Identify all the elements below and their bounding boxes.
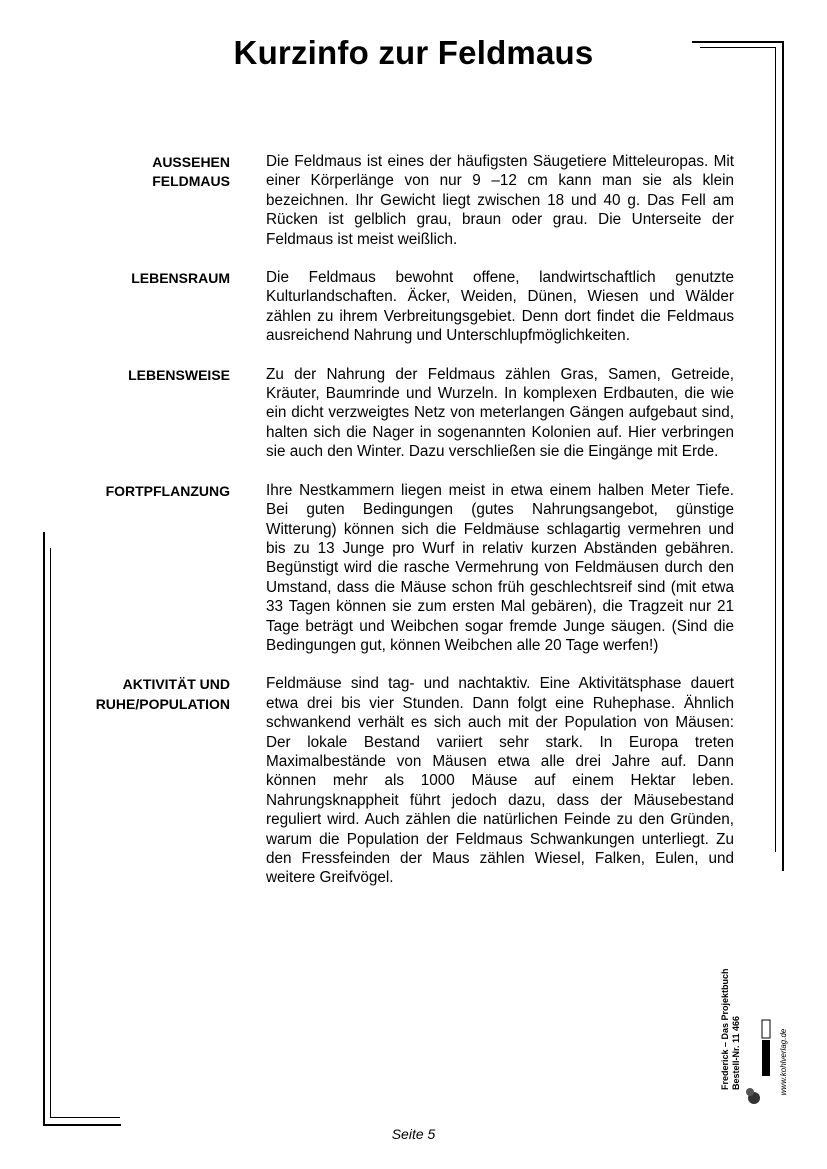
section-lebensweise xyxy=(60,365,740,462)
frame-line-right-inner xyxy=(775,47,776,852)
section-label xyxy=(60,674,230,887)
content xyxy=(60,152,740,888)
section-label-line: RUHE/POPULATION xyxy=(95,695,230,712)
publisher-book-title: Frederick – Das Projektbuch xyxy=(720,968,730,1090)
section-text: Die Feldmaus ist eines der häufigsten Säugetiere Mitteleuropas. Mit einer Körperlänge von nur 9 –12 cm kann man sie als klein bezeichnen. Ihr Gewicht liegt zwischen 18 und 40 g. Das Fell am Rücken ist gelblich grau, braun oder grau. Die Unterseite der Feldmaus ist meist weißlich. xyxy=(266,153,734,248)
section-lebensraum xyxy=(60,268,740,346)
page-number: Seite 5 xyxy=(391,1126,436,1142)
section-label xyxy=(60,365,230,462)
section-aktivitaet xyxy=(60,674,740,887)
section-fortpflanzung xyxy=(60,481,740,656)
frame-line-left-outer xyxy=(43,532,45,1126)
section-label-line: FORTPFLANZUNG xyxy=(105,482,230,499)
section-label xyxy=(60,268,230,346)
section-label-line: FELDMAUS xyxy=(152,173,230,190)
frame-line-top-outer xyxy=(692,41,784,43)
frame-line-left-inner xyxy=(50,548,51,1118)
section-aussehen xyxy=(60,152,740,249)
section-label-line: LEBENSWEISE xyxy=(128,366,230,383)
section-label xyxy=(60,481,230,656)
section-label-line: LEBENSRAUM xyxy=(131,270,230,287)
publisher-url: www.kohlverlag.de xyxy=(779,1028,788,1096)
section-text: Feldmäuse sind tag- und nachtaktiv. Eine Aktivitätsphase dauert etwa drei bis vier Stunden. Dann folgt eine Ruhephase. Ähnlich schwankend verhält es sich auch mit der Population von Mäusen: Der lokale Bestand variiert sehr stark. In Europa treten Maximalbestände von Mäusen etwa alle drei Jahre auf. Dann können mehr als 1000 Mäuse auf einem Hektar leben. Nahrungsknappheit führt jedoch dazu, dass der Mäusebestand reguliert wird. Auch zählen die natürlichen Feinde zu den Gründen, warum die Population der Feldmaus Schwankungen unterliegt. Zu den Fressfeinden der Maus zählen Wiesel, Falken, Eulen, und weitere Greifvögel. xyxy=(266,675,734,887)
publisher-order-number: Bestell-Nr. 11 466 xyxy=(731,1015,741,1090)
section-text: Zu der Nahrung der Feldmaus zählen Gras, Samen, Getreide, Kräuter, Baumrinde und Wurzeln. In komplexen Erdbauten, die wie ein dicht verzweigtes Netz von meterlangen Gängen aufgebaut sind, halten sich die Nager in sogenannten Kolonien auf. Hier verbringen sie auch den Winter. Dazu verschließen sie die Eingänge mit Erde. xyxy=(266,365,734,461)
section-label-line: AUSSEHEN xyxy=(152,154,230,170)
section-text: Ihre Nestkammern liegen meist in etwa einem halben Meter Tiefe. Bei guten Bedingungen (gutes Nahrungsangebot, günstige Witterung) können sich die Feldmäuse schlagartig vermehren und bis zu 13 Junge pro Wurf in relativ kurzen Abständen gebähren. Begünstigt wird die rasche Vermehrung von Feldmäusen durch den Umstand, dass die Mäuse schon früh geschlechtsreif sind (mit etwa 33 Tagen können sie zum ersten Mal gebären), die Tragzeit nur 21 Tage beträgt und Weibchen sogar fremde Junge säugen. (Sind die Bedingungen gut, können Weibchen alle 20 Tage werfen!) xyxy=(266,481,734,654)
frame-line-top-inner xyxy=(700,47,776,48)
frame-line-right-outer xyxy=(782,41,784,871)
section-text: Die Feldmaus bewohnt offene, landwirtschaftlich genutzte Kulturlandschaften. Äcker, Weiden, Dünen, Wiesen und Wälder zählen zu ihrem Verbreitungsgebiet. Denn dort findet die Feldmaus ausreichend Nahrung und Unterschlupfmöglichkeiten. xyxy=(266,269,734,345)
frame-line-bottom-inner xyxy=(50,1117,120,1118)
section-label-line: AKTIVITÄT UND xyxy=(122,676,230,693)
section-label xyxy=(60,152,230,249)
page-title: Kurzinfo zur Feldmaus xyxy=(233,34,594,71)
